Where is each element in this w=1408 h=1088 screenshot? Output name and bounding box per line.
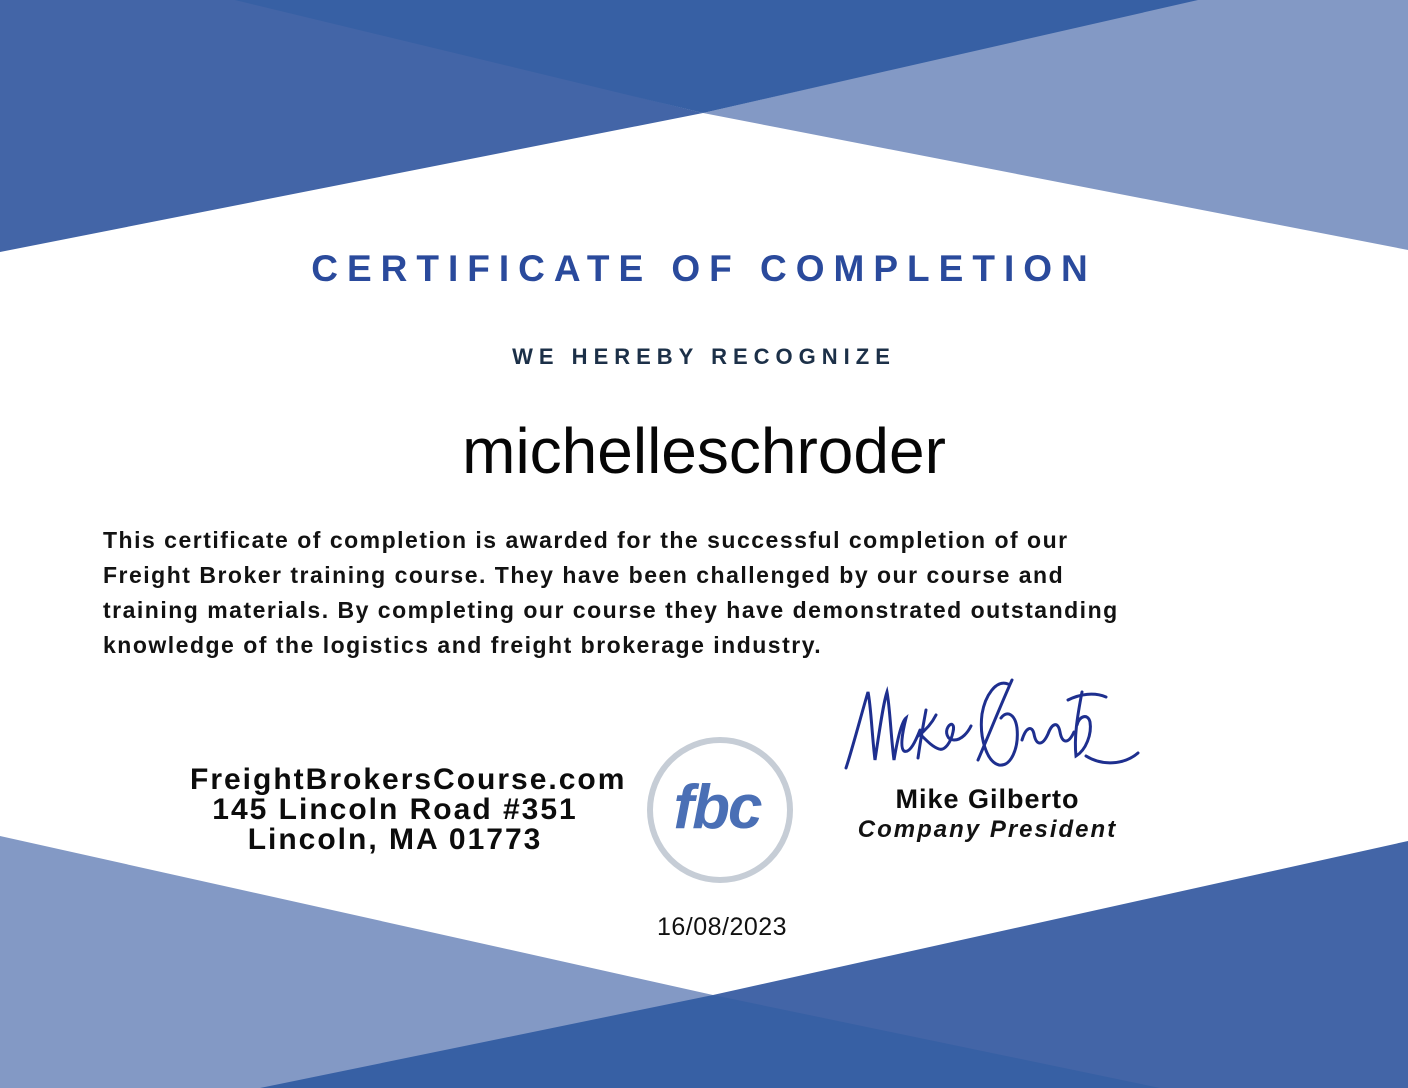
signer-title: Company President (857, 816, 1118, 843)
certificate-title: CERTIFICATE OF COMPLETION (311, 248, 1097, 289)
signature-ink (838, 670, 1148, 784)
body-line: training materials. By completing our course they have demonstrated outstanding (103, 597, 1119, 623)
body-line: Freight Broker training course. They have been challenged by our course and (103, 562, 1065, 588)
issuer-address-line1: 145 Lincoln Road #351 (212, 793, 578, 826)
body-line: This certificate of completion is awarded for the successful completion of our (103, 527, 1069, 553)
fbc-logo (647, 737, 793, 883)
signer-name: Mike Gilberto (895, 784, 1080, 814)
certificate-subtitle: WE HEREBY RECOGNIZE (512, 344, 896, 369)
certificate-body (103, 523, 1343, 663)
issue-date: 16/08/2023 (656, 913, 788, 941)
recipient-name: michelleschroder (462, 415, 946, 487)
issuer-address-line2: Lincoln, MA 01773 (247, 823, 543, 856)
issuer-address-block (190, 763, 627, 856)
body-line: knowledge of the logistics and freight brokerage industry. (103, 632, 823, 658)
issuer-website: FreightBrokersCourse.com (190, 763, 627, 796)
fbc-logo-text: fbc (673, 772, 761, 842)
